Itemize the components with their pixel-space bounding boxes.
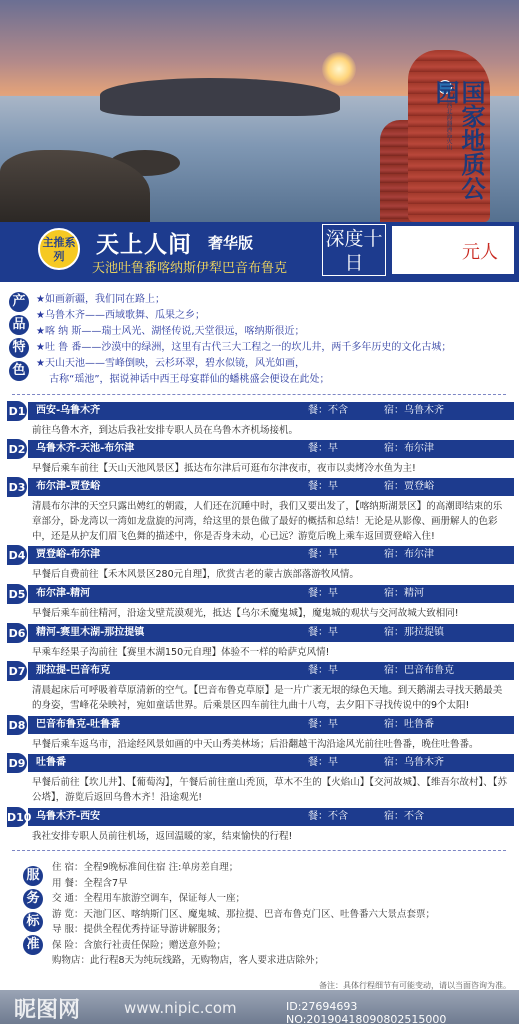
itinerary-day — [6, 754, 514, 805]
service-row: 交 通：全程用车旅游空调车，保证每人一座； — [52, 893, 246, 904]
day-title: 精河-赛里木湖-那拉提镇 — [36, 627, 145, 638]
day-meals: 餐：早 — [308, 549, 338, 560]
day-lodging: 宿：乌鲁木齐 — [384, 405, 444, 416]
divider — [12, 394, 506, 395]
day-number: D10 — [6, 806, 28, 828]
itinerary-day — [6, 440, 514, 476]
day-number: D1 — [6, 400, 28, 422]
day-lodging: 宿：不含 — [384, 811, 424, 822]
day-title: 巴音布鲁克-吐鲁番 — [36, 719, 121, 730]
watermark-footer — [0, 990, 519, 1024]
day-header — [8, 478, 514, 496]
day-title: 贾登峪-布尔津 — [36, 549, 101, 560]
distant-rock — [100, 78, 340, 116]
day-header — [8, 585, 514, 603]
day-title: 布尔津-精河 — [36, 588, 91, 599]
day-meals: 餐：早 — [308, 627, 338, 638]
day-description: 早餐后乘车前往【天山天池风景区】抵达布尔津后可逛布尔津夜市，夜市以卖烤冷水鱼为主! — [32, 463, 416, 474]
day-header — [8, 716, 514, 734]
day-description: 早餐后前往【坎儿井】、【葡萄沟】，午餐后前往童山秃顶，草木不生的【火焰山】【交河故城】、【维吾尔故村】、【苏公塔】，游览后返回乌鲁木齐！沿途观光! — [32, 777, 508, 803]
day-number: D6 — [6, 622, 28, 644]
day-title: 布尔津-贾登峪 — [36, 481, 101, 492]
day-lodging: 宿：布尔津 — [384, 443, 434, 454]
hero-photo — [0, 0, 519, 222]
day-description: 早餐后自费前往【禾木风景区280元自理】，欣赏古老的蒙古族部落游牧风情。 — [32, 569, 359, 580]
service-row: 导 服：提供全程优秀持证导游讲解服务； — [52, 924, 227, 935]
day-description: 前往乌鲁木齐，到达后我社安排专职人员在乌鲁木齐机场接机。 — [32, 425, 299, 436]
day-number: D3 — [6, 476, 28, 498]
page-title: 天上人间 — [96, 232, 192, 258]
day-header — [8, 440, 514, 458]
day-number: D9 — [6, 752, 28, 774]
day-number: D2 — [6, 438, 28, 460]
service-standards — [52, 860, 512, 969]
geopark-small-text: 广西北海涠洲岛火山 — [445, 96, 452, 150]
feature-line: ★乌鲁木齐——西域歌舞、瓜果之乡； — [36, 310, 205, 321]
service-row: 购物店：此行程8天为纯玩线路，无购物店，客人要求进店除外； — [52, 955, 325, 966]
features-list — [36, 292, 512, 388]
sun — [322, 52, 356, 86]
day-meals: 餐：早 — [308, 665, 338, 676]
itinerary-day — [6, 585, 514, 621]
watermark-id: ID:27694693 NO:20190418090802515000 — [286, 1000, 447, 1024]
itinerary-day — [6, 716, 514, 752]
itinerary-day — [6, 478, 514, 544]
day-description: 清晨起床后可呼吸着草原清新的空气。【巴音布鲁克草原】是一片广袤无垠的绿色天地。到天鹅湖去寻找天鹅最美的身姿，雪峰花朵映衬，宛如童话世界。后乘景区四车前往九曲十八弯，去夕阳下寻找传说中的9个太阳! — [32, 685, 503, 711]
service-row: 住 宿：全程9晚标准间住宿 注:单房差自理； — [52, 862, 239, 873]
geopark-logo — [431, 80, 508, 210]
day-description: 早餐后乘车返乌市，沿途经风景如画的中天山秀美林场；后沿翻越干沟沿途风光前往吐鲁番，晚住吐鲁番。 — [32, 739, 479, 750]
feature-line: ★喀 纳 斯——瑞士风光、湖怪传说,天堂很远，喀纳斯很近； — [36, 326, 305, 337]
day-number: D4 — [6, 544, 28, 566]
day-meals: 餐：不含 — [308, 811, 348, 822]
day-description: 早乘车经果子沟前往【赛里木湖150元自理】体验不一样的哈萨克风情! — [32, 647, 330, 658]
watermark-brand: 昵图网 — [14, 998, 81, 1023]
service-row: 保 险：含旅行社责任保险；赠送意外险； — [52, 939, 227, 951]
feature-line: ★吐 鲁 番——沙漠中的绿洲，这里有古代三大工程之一的坎儿井，两千多年历史的文化古城； — [36, 342, 452, 353]
day-title: 吐鲁番 — [36, 757, 66, 768]
main-series-badge: 主推系列 — [38, 228, 80, 270]
day-title: 那拉提-巴音布克 — [36, 665, 111, 676]
day-number: D8 — [6, 714, 28, 736]
day-header — [8, 624, 514, 642]
day-description: 清晨布尔津的天空只露出娉红的朝霞，人们还在沉睡中时，我们又要出发了，【喀纳斯湖景区】的高潮即结束的乐章部分，卧龙湾以一湾如龙盘旋的河湾，给这里的景色做了最好的概括和总结！无论是从影像、画册解人的色彩中，还是从护友们眉飞色舞的描述中，你是否身未动，心已远？游览后晚上乘车返回贾登峪入住! — [32, 501, 503, 542]
day-description: 我社安排专职人员前往机场，返回温暖的家，结束愉快的行程! — [32, 831, 293, 842]
day-meals: 餐：早 — [308, 757, 338, 768]
day-header — [7, 808, 514, 826]
geopark-title: 国家地质公园 — [431, 80, 486, 200]
day-meals: 餐：早 — [308, 588, 338, 599]
day-lodging: 宿：巴音布鲁克 — [384, 665, 454, 676]
day-number: D5 — [6, 583, 28, 605]
feature-line: ★天山天池——雪峰倒映，云杉环翠，碧水似镜，风光如画， — [36, 358, 305, 369]
duration-box: 深度十日 — [322, 224, 386, 276]
itinerary-day — [6, 808, 514, 844]
feature-line: 古称“瑶池”，据说神话中西王母宴群仙的蟠桃盛会便设在此处； — [36, 374, 330, 385]
day-header — [8, 754, 514, 772]
price-box — [390, 224, 516, 276]
itinerary-day — [6, 662, 514, 713]
day-lodging: 宿：吐鲁番 — [384, 719, 434, 730]
price-unit: 元人 — [462, 242, 498, 263]
divider — [12, 850, 506, 851]
day-lodging: 宿：那拉提镇 — [384, 627, 444, 638]
day-meals: 餐：早 — [308, 481, 338, 492]
day-header — [8, 546, 514, 564]
feature-line: ★如画新疆，我们同在路上； — [36, 294, 165, 305]
day-lodging: 宿：精河 — [384, 588, 424, 599]
watermark-url: www.nipic.com — [124, 999, 237, 1017]
itinerary-day — [6, 546, 514, 582]
day-header — [8, 402, 514, 420]
remark-note: 备注：具体行程细节有可能变动，请以当面咨询为准。 — [319, 981, 511, 990]
service-row: 用 餐：全程含7早 — [52, 877, 128, 889]
day-lodging: 宿：布尔津 — [384, 549, 434, 560]
day-title: 乌鲁木齐-天池-布尔津 — [36, 443, 135, 454]
service-title: 服 务 标 准 — [22, 866, 44, 958]
itinerary-day — [6, 624, 514, 660]
day-header — [8, 662, 514, 680]
day-meals: 餐：不含 — [308, 405, 348, 416]
day-title: 乌鲁木齐-西安 — [36, 811, 101, 822]
day-meals: 餐：早 — [308, 719, 338, 730]
route-subtitle: 天池吐鲁番喀纳斯伊犁巴音布鲁克 — [92, 261, 288, 276]
day-lodging: 宿：乌鲁木齐 — [384, 757, 444, 768]
day-meals: 餐：早 — [308, 443, 338, 454]
service-row: 游 览：天池门区、喀纳斯门区、魔鬼城、那拉提、巴音布鲁克门区、吐鲁番六大景点套票； — [52, 908, 436, 920]
itinerary-day — [6, 402, 514, 438]
features-title: 产 品 特 色 — [8, 292, 30, 384]
edition-label: 奢华版 — [208, 234, 254, 252]
day-number: D7 — [6, 660, 28, 682]
day-title: 西安-乌鲁木齐 — [36, 405, 101, 416]
day-lodging: 宿：贾登峪 — [384, 481, 434, 492]
day-description: 早餐后乘车前往精河，沿途戈壁荒漠观光，抵达【乌尔禾魔鬼城】，魔鬼城的观状与交河故城大致相同! — [32, 608, 459, 619]
